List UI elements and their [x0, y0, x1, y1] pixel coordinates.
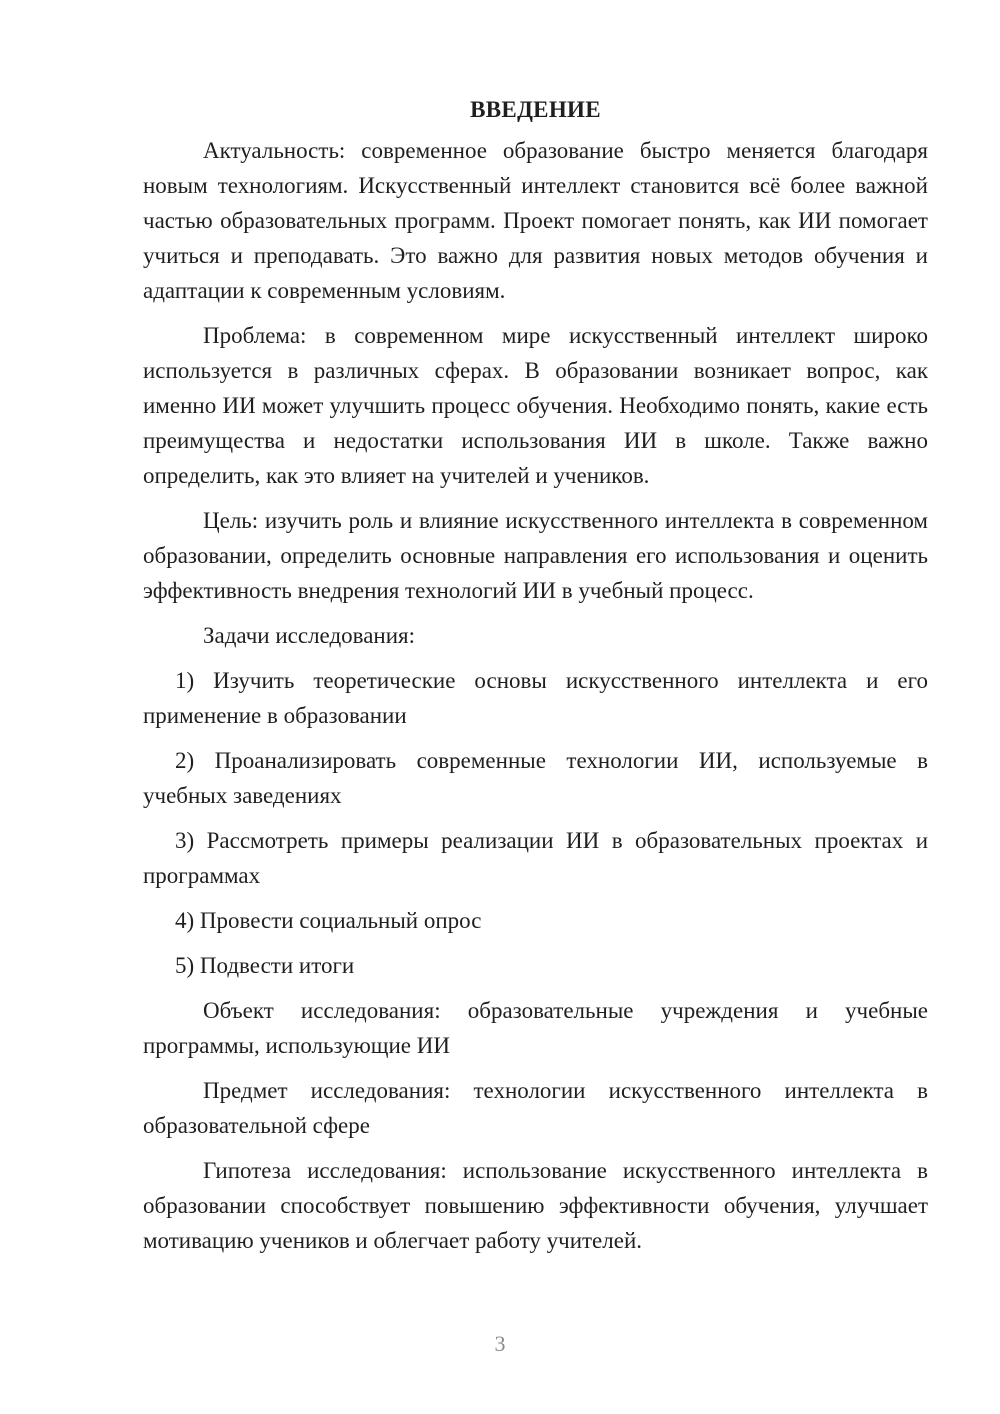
paragraph-relevance: Актуальность: современное образование быстро меняется благодаря новым технологиям. Искусственный интеллект становится всё более важной частью образовательных программ. Проект помогает понять, как ИИ помогает учиться и преподавать. Это важно для развития новых методов обучения и адаптации к современным условиям.	[143, 138, 928, 303]
document-page	[143, 92, 928, 1268]
paragraph-subject: Предмет исследования: технологии искусственного интеллекта в образовательной сфере	[143, 1078, 928, 1138]
task-item: 1) Изучить теоретические основы искусственного интеллекта и его применение в образовании	[143, 668, 928, 728]
task-item: 3) Рассмотреть примеры реализации ИИ в образовательных проектах и программах	[143, 828, 928, 888]
task-item: 4) Провести социальный опрос	[175, 908, 482, 933]
section-title: ВВЕДЕНИЕ	[470, 97, 601, 122]
paragraph-goal: Цель: изучить роль и влияние искусственного интеллекта в современном образовании, определить основные направления его использования и оценить эффективность внедрения технологий ИИ в учебный процесс.	[143, 508, 928, 603]
paragraph-hypothesis: Гипотеза исследования: использование искусственного интеллекта в образовании способствует повышению эффективности обучения, улучшает мотивацию учеников и облегчает работу учителей.	[143, 1158, 928, 1253]
tasks-heading: Задачи исследования:	[203, 623, 416, 648]
paragraph-object: Объект исследования: образовательные учреждения и учебные программы, использующие ИИ	[143, 998, 928, 1058]
task-item: 2) Проанализировать современные технологии ИИ, используемые в учебных заведениях	[143, 748, 928, 808]
page-number: 3	[494, 1331, 506, 1356]
paragraph-problem: Проблема: в современном мире искусственный интеллект широко используется в различных сферах. В образовании возникает вопрос, как именно ИИ может улучшить процесс обучения. Необходимо понять, какие есть преимущества и недостатки использования ИИ в школе. Также важно определить, как это влияет на учителей и учеников.	[143, 323, 928, 488]
task-item: 5) Подвести итоги	[175, 953, 355, 978]
